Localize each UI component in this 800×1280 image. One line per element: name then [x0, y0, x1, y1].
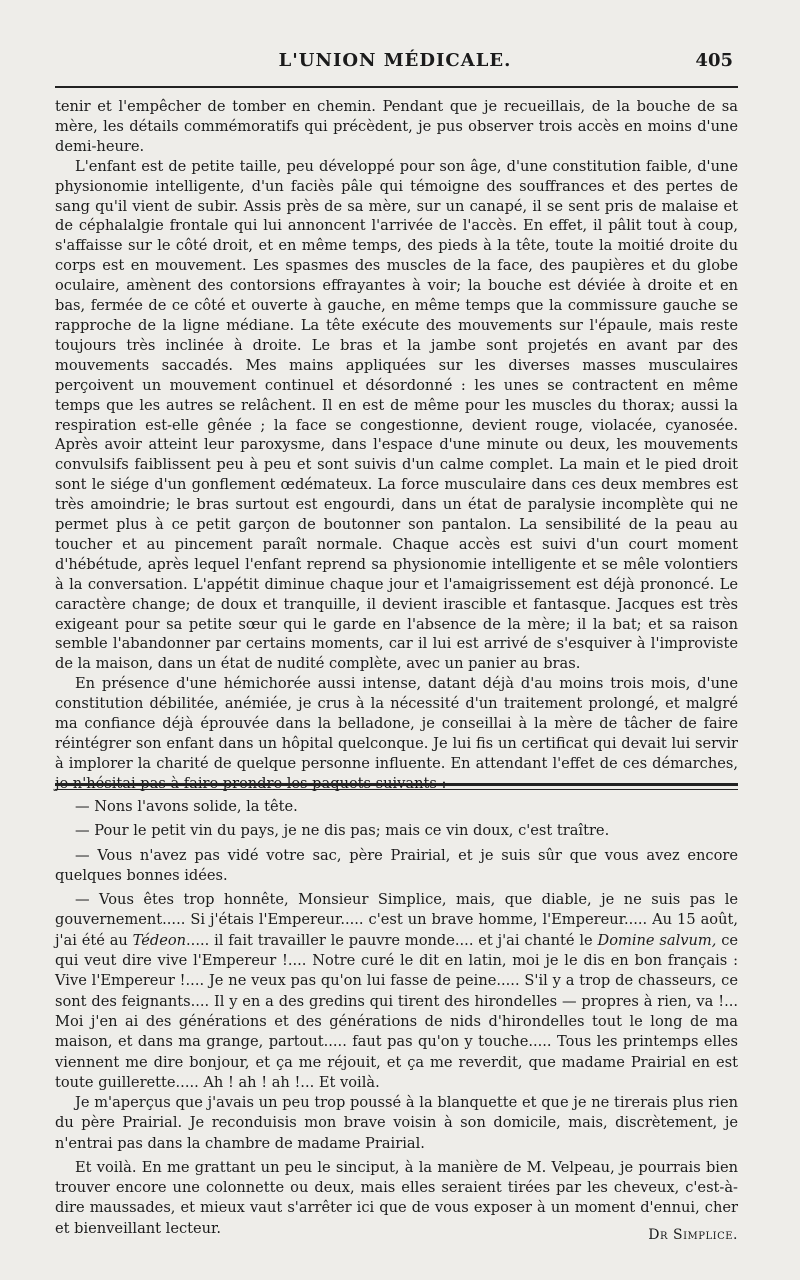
paragraph-clinical-description: L'enfant est de petite taille, peu développé pour son âge, d'une constitution faible, d'une physionomie intelligente, d'un faciès pâle qui témoigne des souffrances et des pertes de sang qu'il vient de subir. Assis près de sa mère, sur un canapé, il se sent pris de malaise et de céphalalgie frontale qui lui annoncent l'arrivée de l'accès. En effet, il pâlit tout à coup, s'affaisse sur le côté droit, et en même temps, des pieds à la tête, toute la moitié droite du corps est en mouvement. Les spasmes des muscles de la face, des paupières et du globe oculaire, amènent des contorsions effrayantes à voir; la bouche est déviée à droite et en bas, fermée de ce côté et ouverte à gauche, en même temps que la commissure gauche se rapproche de la ligne médiane. La tête exécute des mouvements sur l'épaule, mais reste toujours très inclinée à droite. Le bras et la jambe sont projetés en avant par des mouvements saccadés. Mes mains appliquées sur les diverses masses musculaires perçoivent un mouvement continuel et désordonné : les unes se contractent en même temps que les autres se relâchent. Il en est de même pour les muscles du thorax; aussi la respiration est-elle gênée ; la face se congestionne, devient rouge, violacée, cyanosée. Après avoir atteint leur paroxysme, dans l'espace d'une minute ou deux, les mouvements convulsifs faiblissent peu à peu et sont suivis d'un calme complet. La main et le pied droit sont le siége d'un gonflement œdémateux. La force musculaire dans ces deux membres est très amoindrie; le bras surtout est engourdi, dans un état de paralysie incomplète qui ne permet plus à ce petit garçon de boutonner son pantalon. La sensibilité de la peau au toucher et au pincement paraît normale. Chaque accès est suivi d'un court moment d'hébétude, après lequel l'enfant reprend sa physionomie intelligente et se mêle volontiers à la conversation. L'appétit diminue chaque jour et l'amaigrissement est déjà prononcé. Le caractère change; de doux et tranquille, il devient irascible et fantasque. Jacques est très exigeant pour sa petite sœur qui le garde en l'absence de la mère; il la bat; et sa raison semble l'abandonner par certains moments, car il lui est arrivé de s'esquiver à l'improviste de la maison, dans un état de nudité complète, avec un panier au bras.: [55, 157, 738, 673]
closing-text: [55, 1093, 738, 1243]
running-title: L'UNION MÉDICALE.: [278, 50, 512, 71]
paragraph-continuation: tenir et l'empêcher de tomber en chemin. Pendant que je recueillais, de la bouche de sa mère, les détails commémoratifs qui précèdent, je pus observer trois accès en moins d'une demi-heure.: [55, 98, 738, 155]
page-header: [55, 48, 735, 78]
closing-paragraph: Je m'aperçus que j'avais un peu trop poussé à la blanquette et que je ne tirerais plus rien du père Prairial. Je reconduisis mon brave voisin à son domicile, mais, discrètement, je n'entrai pas dans la chambre de madame Prairial.: [55, 1094, 738, 1152]
dialogue-line-long: [55, 890, 738, 1093]
section-divider: [55, 783, 738, 790]
feuilleton-dialogue: [55, 797, 738, 1097]
dialogue-line: — Nons l'avons solide, la tête.: [75, 798, 298, 815]
dialogue-text: — Vous êtes trop honnête, Monsieur Simplice, mais, que diable, je ne suis pas le gouvernement..... Si j'étais l'Empereur..... c'est un brave homme, l'Empereur..... Au 15 août, j'ai été au: [55, 891, 738, 949]
paragraph-treatment: En présence d'une hémichorée aussi intense, datant déjà d'au moins trois mois, d'une constitution débilitée, anémiée, je crus à la nécessité d'un traitement prolongé, et malgré ma confiance déjà éprouvée dans la belladone, je conseillai à la mère de tâcher de faire réintégrer son enfant dans un hôpital quelconque. Je lui fis un certificat qui devait lui servir à implorer la charité de quelque personne influente. En attendant l'effet de ces démarches, je n'hésitai pas à faire prendre les paquets suivants :: [55, 675, 738, 792]
case-report-text: [55, 97, 738, 794]
dialogue-text: ..... il fait travailler le pauvre monde.... et j'ai chanté le: [186, 931, 598, 949]
header-rule: [55, 86, 738, 88]
italic-term: Tédeon: [132, 931, 187, 949]
italic-term: Domine salvum,: [597, 931, 717, 949]
author-signature: Dr Simplice.: [648, 1227, 738, 1243]
closing-paragraph: Et voilà. En me grattant un peu le sinciput, à la manière de M. Velpeau, je pourrais bien trouver encore une colonnette ou deux, mais elles seraient tirées par les cheveux, c'est-à-dire maussades, et mieux vaut s'arrêter ici que de vous exposer à un moment d'ennui, cher et bienveillant lecteur.: [55, 1158, 738, 1237]
page-number: 405: [695, 50, 733, 71]
dialogue-line: — Pour le petit vin du pays, je ne dis pas; mais ce vin doux, c'est traître.: [75, 822, 610, 840]
dialogue-line: — Vous n'avez pas vidé votre sac, père Prairial, et je suis sûr que vous avez encore quelques bonnes idées.: [55, 846, 738, 884]
dialogue-text: ce qui veut dire vive l'Empereur !.... Notre curé le dit en latin, moi je le dis en bon français : Vive l'Empereur !.... Je ne veux pas qu'on lui fasse de peine..... S'il y a trop de chasseurs, ce sont des feignants.... Il y en a des gredins qui tirent des hirondelles — propres à rien, va !... Moi j'en ai des générations et des générations de nids d'hirondelles tout le long de ma maison, et dans ma grange, partout..... faut pas qu'on y touche..... Tous les printemps elles viennent me dire bonjour, et ça me réjouit, et ça me reverdit, que madame Prairial en est toute guillerette..... Ah ! ah ! ah !... Et voilà.: [55, 931, 739, 1091]
